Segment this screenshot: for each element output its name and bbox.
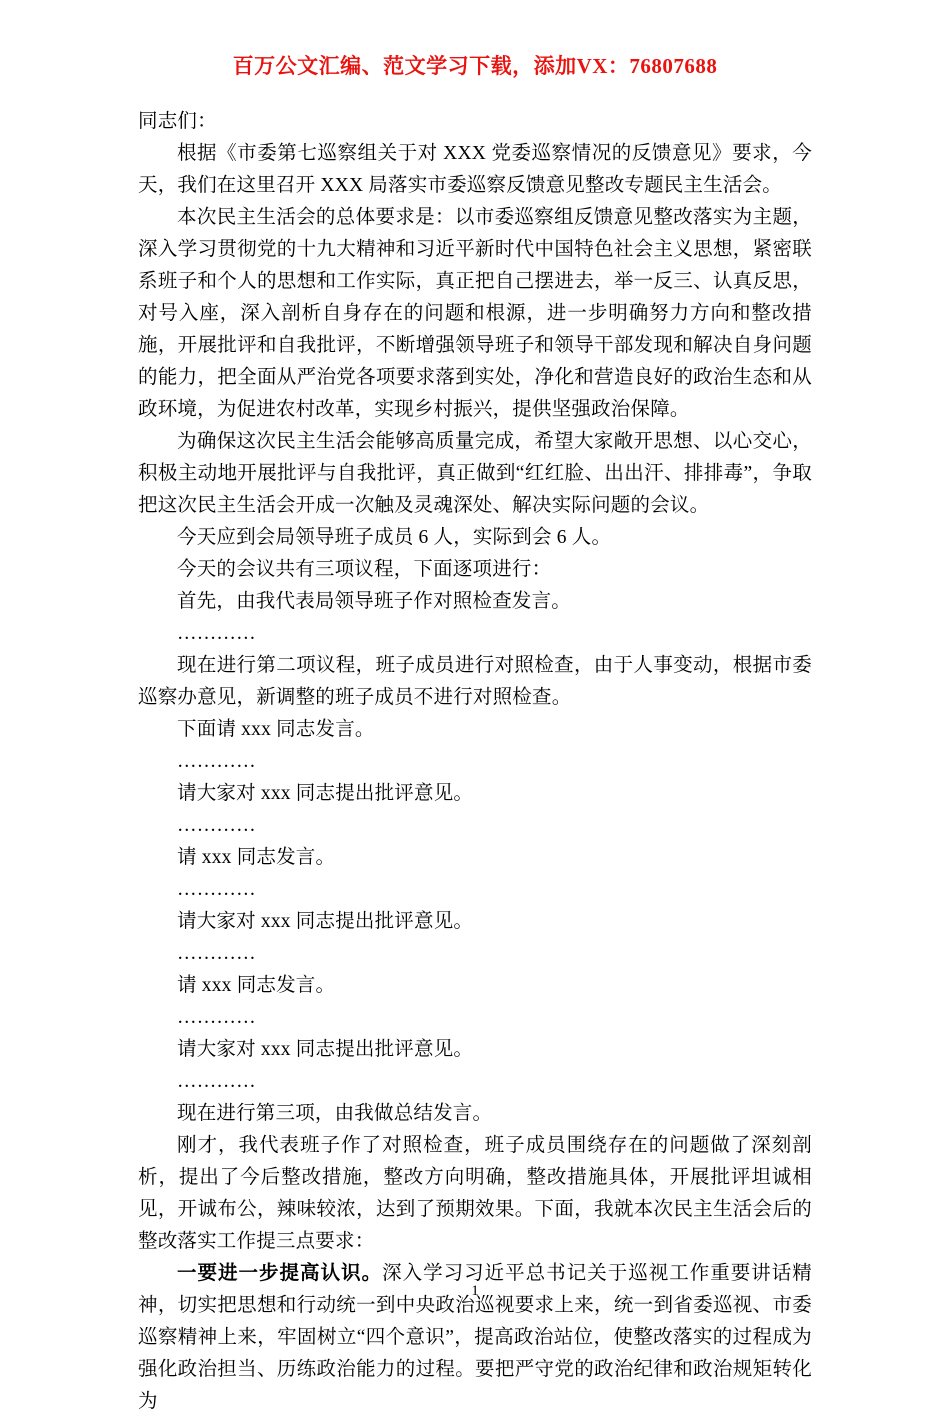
paragraph-agenda-item-2: 现在进行第二项议程，班子成员进行对照检查，由于人事变动，根据市委巡察办意见，新调整的班子成员不进行对照检查。 [138,655,812,708]
document-body [138,106,812,1418]
promo-banner: 百万公文汇编、范文学习下载，添加VX：76807688 [232,54,718,78]
paragraph-criticism-2: 请大家对 xxx 同志提出批评意见。 [177,911,474,932]
paragraph-speaker-1: 下面请 xxx 同志发言。 [177,719,375,740]
ellipsis-3: ………… [177,815,256,836]
paragraph-agenda-item-3: 现在进行第三项，由我做总结发言。 [177,1103,493,1124]
ellipsis-7: ………… [177,1071,256,1092]
page-number: 1 [471,1283,479,1299]
ellipsis-4: ………… [177,879,256,900]
ellipsis-2: ………… [177,751,256,772]
paragraph-criticism-3: 请大家对 xxx 同志提出批评意见。 [177,1039,474,1060]
paragraph-quality-assurance: 为确保这次民主生活会能够高质量完成，希望大家敞开思想、以心交心，积极主动地开展批评与自我批评，真正做到“红红脸、出出汗、排排毒”，争取把这次民主生活会开成一次触及灵魂深处、解决实际问题的会议。 [138,431,812,516]
ellipsis-1: ………… [177,623,256,644]
paragraph-requirement-1 [138,1258,812,1418]
ellipsis-5: ………… [177,943,256,964]
paragraph-overall-requirements: 本次民主生活会的总体要求是：以市委巡察组反馈意见整改落实为主题，深入学习贯彻党的十九大精神和习近平新时代中国特色社会主义思想，紧密联系班子和个人的思想和工作实际，真正把自己摆进去，举一反三、认真反思，对号入座，深入剖析自身存在的问题和根源，进一步明确努力方向和整改措施，开展批评和自我批评，不断增强领导班子和领导干部发现和解决自身问题的能力，把全面从严治党各项要求落到实处，净化和营造良好的政治生态和从政环境，为促进农村改革，实现乡村振兴，提供坚强政治保障。 [138,207,812,420]
paragraph-attendance: 今天应到会局领导班子成员 6 人，实际到会 6 人。 [177,527,612,548]
paragraph-criticism-1: 请大家对 xxx 同志提出批评意见。 [177,783,474,804]
requirement-1-text: 深入学习习近平总书记关于巡视工作重要讲话精神，切实把思想和行动统一到中央政治巡视要求上来，统一到省委巡视、市委巡察精神上来，牢固树立“四个意识”，提高政治站位，使整改落实的过程成为强化政治担当、历练政治能力的过程。要把严守党的政治纪律和政治规矩转化为 [138,1263,812,1412]
paragraph-salutation: 同志们： [138,111,217,132]
paragraph-summary: 刚才，我代表班子作了对照检查，班子成员围绕存在的问题做了深刻剖析，提出了今后整改措施，整改方向明确，整改措施具体，开展批评坦诚相见，开诚布公，辣味较浓，达到了预期效果。下面，我就本次民主生活会后的整改落实工作提三点要求： [138,1135,812,1252]
paragraph-speaker-2: 请 xxx 同志发言。 [177,847,336,868]
ellipsis-6: ………… [177,1007,256,1028]
paragraph-agenda-item-1: 首先，由我代表局领导班子作对照检查发言。 [177,591,572,612]
paragraph-basis: 根据《市委第七巡察组关于对 XXX 党委巡察情况的反馈意见》要求，今天，我们在这里召开 XXX 局落实市委巡察反馈意见整改专题民主生活会。 [138,143,812,196]
requirement-1-lead: 一要进一步提高认识。 [177,1263,383,1284]
paragraph-speaker-3: 请 xxx 同志发言。 [177,975,336,996]
paragraph-agenda-intro: 今天的会议共有三项议程，下面逐项进行： [177,559,552,580]
